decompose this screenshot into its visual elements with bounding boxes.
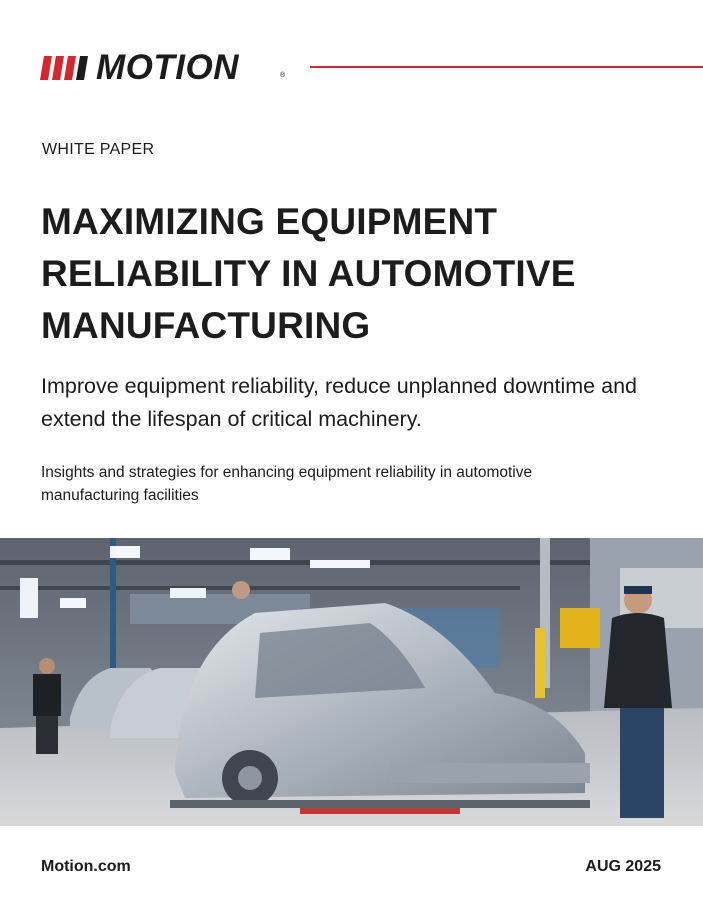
automotive-assembly-line-photo: [0, 538, 703, 826]
motion-stripes-logo-icon: [40, 56, 94, 80]
document-type-label: WHITE PAPER: [42, 141, 155, 158]
website-link[interactable]: Motion.com: [41, 858, 131, 875]
page-header: [40, 50, 703, 86]
document-description: Insights and strategies for enhancing equipment reliability in automotive manufacturing facilities: [41, 464, 533, 504]
document-subtitle: Improve equipment reliability, reduce unplanned downtime and extend the lifespan of critical machinery.: [41, 374, 637, 431]
registered-mark: ®: [280, 72, 286, 79]
document-title: MAXIMIZING EQUIPMENT RELIABILITY IN AUTOMOTIVE MANUFACTURING: [41, 201, 576, 346]
publication-date: AUG 2025: [585, 858, 661, 875]
logo-wordmark: MOTION: [96, 48, 239, 87]
header-rule: [310, 66, 703, 68]
